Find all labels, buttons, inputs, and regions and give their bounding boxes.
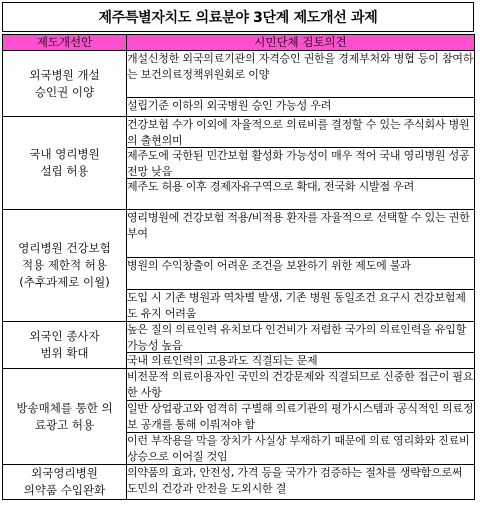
opinion-cell bbox=[127, 465, 475, 500]
policy-review-table bbox=[2, 34, 475, 500]
proposal-cell: 방송매체를 통한 의 료광고 허용 bbox=[3, 369, 127, 465]
opinion-text: 건강보험 수가 이외에 자율적으로 의료비를 결정할 수 있는 주식회사 병원의 출현의미 bbox=[127, 118, 470, 147]
table-body bbox=[3, 51, 475, 500]
opinion-text: 이런 부작용을 막을 장치가 사실상 부재하기 때문에 의료 영리화와 진료비 상승으로 이어질 것임 bbox=[127, 434, 470, 463]
opinion-text: 영리병원에 건강보험 적용/비적용 환자를 자율적으로 선택할 수 있는 권한부여 bbox=[127, 211, 470, 240]
opinion-text: 제주도 허용 이후 경제자유구역으로 확대, 전국화 시발점 우려 bbox=[127, 180, 415, 193]
opinion-cell bbox=[127, 148, 475, 179]
opinion-text: 설립기준 이하의 외국병원 승인 가능성 우려 bbox=[127, 99, 332, 112]
proposal-cell: 외국영리병원 의약품 수입완화 bbox=[3, 465, 127, 500]
proposal-cell: 영리병원 건강보험 적용 제한적 허용 (추후과제로 이월) bbox=[3, 210, 127, 322]
table-row bbox=[3, 322, 475, 353]
document-title: 제주특별자치도 의료분야 3단계 제도개선 과제 bbox=[2, 2, 474, 32]
table-row bbox=[3, 117, 475, 148]
opinion-text: 국내 의료인력의 고용과도 직결되는 문제 bbox=[127, 354, 318, 367]
opinion-cell bbox=[127, 98, 475, 117]
opinion-cell bbox=[127, 433, 475, 465]
table-row bbox=[3, 51, 475, 98]
opinion-cell bbox=[127, 401, 475, 433]
opinion-cell bbox=[127, 258, 475, 290]
opinion-text: 개설신청한 외국의료기관의 자격승인 권한을 경제부처와 병협 등이 참여하는 보건의료정책위원회로 이양 bbox=[127, 52, 474, 81]
opinion-cell bbox=[127, 322, 475, 353]
proposal-cell: 국내 영리병원 설립 허용 bbox=[3, 117, 127, 210]
proposal-cell: 외국병원 개설 승인권 이양 bbox=[3, 51, 127, 117]
opinion-text: 높은 질의 의료인력 유치보다 인건비가 저렴한 국가의 의료인력을 유입할 가능성 높음 bbox=[127, 323, 467, 352]
table-row bbox=[3, 210, 475, 258]
opinion-cell bbox=[127, 369, 475, 401]
opinion-cell bbox=[127, 353, 475, 369]
opinion-text: 제주도에 국한된 민간보험 활성화 가능성이 매우 적어 국내 영리병원 성공전망 낮음 bbox=[127, 149, 470, 178]
table-row bbox=[3, 465, 475, 500]
opinion-text: 비전문적 의료이용자인 국민의 건강문제와 직결되므로 신중한 접근이 필요한 사항 bbox=[127, 370, 474, 399]
opinion-cell bbox=[127, 179, 475, 210]
opinion-text: 의약품의 효과, 안전성, 가격 등을 국가가 검증하는 절차를 생략함으로써 도민의 건강과 안전을 도외시한 결 bbox=[127, 466, 463, 495]
opinion-cell bbox=[127, 210, 475, 258]
opinion-text: 병원의 수익창출이 어려운 조건을 보완하기 위한 제도에 불과 bbox=[127, 259, 411, 272]
header-opinion: 시민단체 검토의견 bbox=[127, 35, 475, 51]
opinion-cell bbox=[127, 290, 475, 322]
proposal-cell: 외국인 종사자 범위 확대 bbox=[3, 322, 127, 369]
opinion-cell bbox=[127, 51, 475, 98]
opinion-text: 도입 시 기존 병원과 역차별 발생, 기존 병원 동일조건 요구시 건강보험제도 유지 어려움 bbox=[127, 291, 466, 320]
opinion-text: 일반 상업광고와 엄격히 구별해 의료기관의 평가시스템과 공식적인 의료정보 공개를 통해 이뤄져야 함 bbox=[127, 402, 474, 431]
table-row bbox=[3, 369, 475, 401]
header-proposal: 제도개선안 bbox=[3, 35, 127, 51]
opinion-cell bbox=[127, 117, 475, 148]
table-header-row bbox=[3, 35, 475, 51]
